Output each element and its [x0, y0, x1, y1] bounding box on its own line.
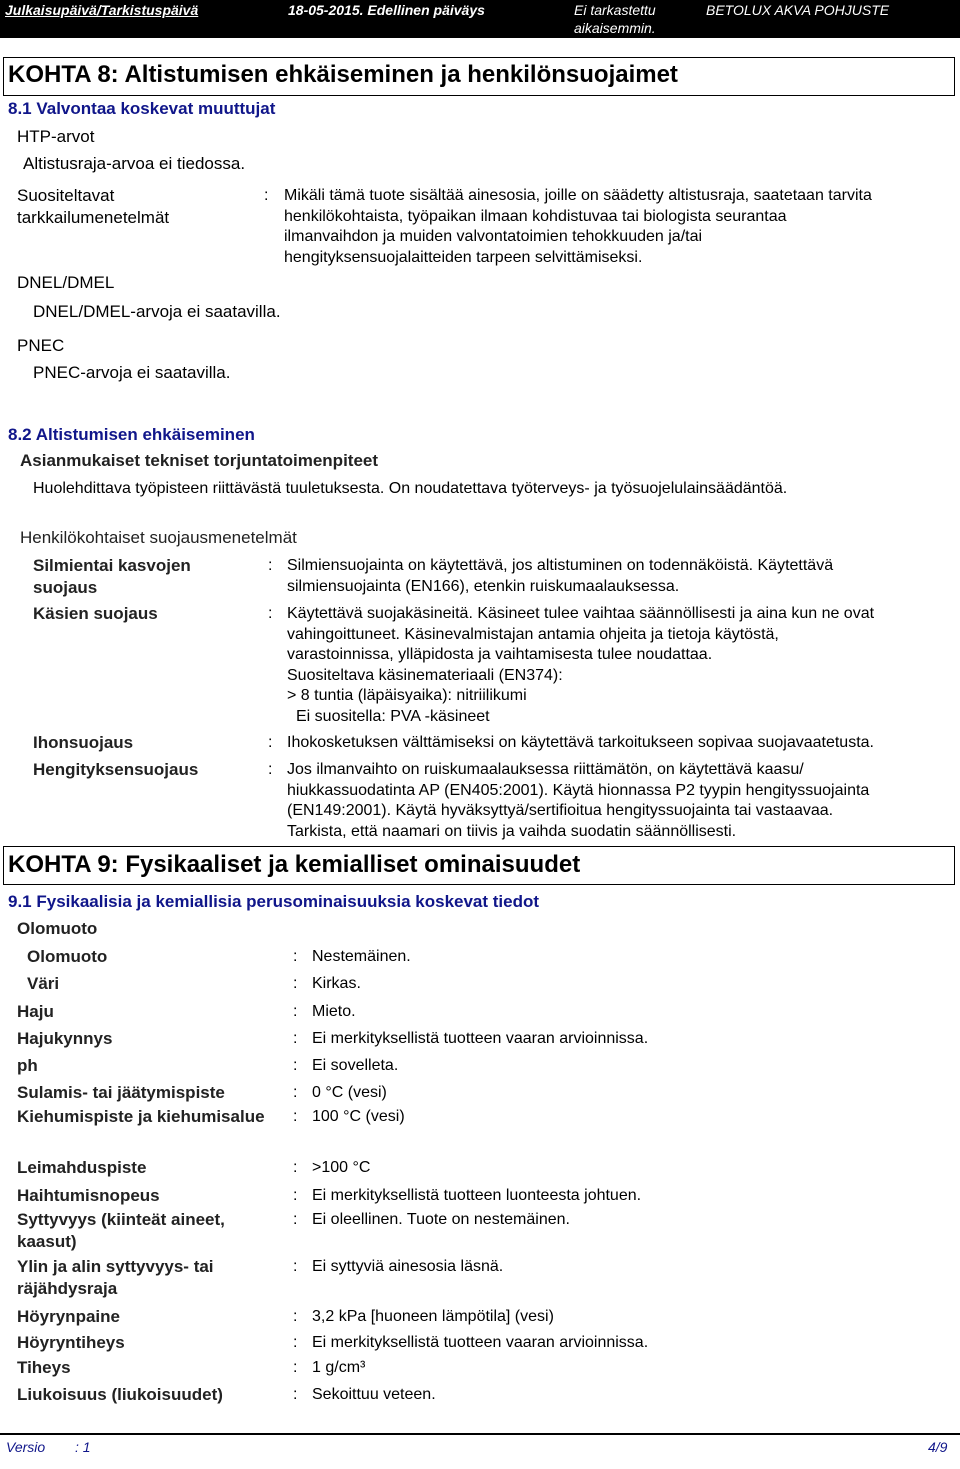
colon: :	[264, 187, 269, 204]
pnec-label: PNEC	[17, 336, 65, 355]
property-value: Ei merkityksellistä tuotteen luonteesta johtuen.	[312, 1187, 642, 1204]
respiratory-protection-value	[287, 760, 869, 842]
colon: :	[293, 975, 298, 992]
document-header	[0, 0, 960, 38]
property-label-line: Liukoisuus (liukoisuudet)	[17, 1385, 223, 1404]
property-label-line: Syttyvyys (kiinteät aineet,	[17, 1210, 225, 1229]
property-label	[17, 1256, 214, 1300]
htp-label: HTP-arvot	[17, 127, 95, 146]
hand-line: vahingoittuneet. Käsinevalmistajan antamia ohjeita ja tietoja käytöstä,	[287, 625, 779, 643]
property-label-line: Olomuoto	[27, 947, 108, 966]
colon: :	[293, 1359, 298, 1376]
not-checked-line1: Ei tarkastettu	[574, 2, 656, 18]
property-label-line: Kiehumispiste ja kiehumisalue	[17, 1107, 265, 1126]
not-checked-line2: aikaisemmin.	[574, 20, 656, 36]
dnel-label: DNEL/DMEL	[17, 273, 115, 292]
colon: :	[293, 1386, 298, 1403]
colon: :	[293, 1258, 298, 1275]
property-label-line: Sulamis- tai jäätymispiste	[17, 1083, 225, 1102]
skin-protection-value: Ihokosketuksen välttämiseksi on käytettävä tarkoitukseen sopivaa suojavaatetusta.	[287, 734, 874, 751]
version-value: : 1	[75, 1439, 91, 1455]
colon: :	[293, 1108, 298, 1125]
property-label	[17, 1055, 38, 1077]
property-label	[27, 946, 107, 968]
colon: :	[293, 1211, 298, 1228]
eye-line: Silmiensuojainta on käytettävä, jos altistuminen on todennäköistä. Käytettävä	[287, 557, 834, 574]
property-label	[17, 1332, 125, 1354]
htp-value: Altistusraja-arvoa ei tiedossa.	[23, 154, 246, 173]
property-value: Nestemäinen.	[312, 948, 411, 965]
subsection-8-1: 8.1 Valvontaa koskevat muuttujat	[8, 99, 276, 118]
colon: :	[268, 734, 273, 751]
monitoring-line: henkilökohtaista, työpaikan ilmaan kohdistuvaa tai biologista seurantaa	[284, 207, 787, 225]
colon: :	[293, 1334, 298, 1351]
monitoring-line: Mikäli tämä tuote sisältää ainesosia, joille on säädetty altistusraja, saatetaan tarvita	[284, 187, 872, 204]
engineering-controls-label: Asianmukaiset tekniset torjuntatoimenpiteet	[20, 451, 379, 470]
property-value: 0 °C (vesi)	[312, 1084, 387, 1101]
subsection-9-1: 9.1 Fysikaalisia ja kemiallisia perusominaisuuksia koskevat tiedot	[8, 892, 540, 911]
property-label	[17, 1028, 112, 1050]
property-value: Kirkas.	[312, 975, 361, 992]
hand-line: Ei suositella: PVA -käsineet	[296, 707, 490, 725]
property-label	[17, 1306, 120, 1328]
hand-line: Käytettävä suojakäsineitä. Käsineet tulee vaihtaa säännöllisesti ja aina kun ne ovat	[287, 605, 875, 622]
respiratory-line: (EN149:2001). Käytä hyväksyttyä/sertifioitua hengityssuojainta tai vastaavaa.	[287, 802, 834, 819]
property-label-line: Hajukynnys	[17, 1029, 113, 1048]
property-value: 100 °C (vesi)	[312, 1108, 405, 1125]
pnec-value: PNEC-arvoja ei saatavilla.	[33, 363, 231, 382]
property-label-line: räjähdysraja	[17, 1279, 118, 1298]
appearance-header: Olomuoto	[17, 919, 98, 938]
property-label-line: Tiheys	[17, 1358, 71, 1377]
skin-protection-label: Ihonsuojaus	[33, 733, 134, 752]
hand-line: varastoinnissa, ylläpidosta ja vaihtamisesta tulee noudattaa.	[287, 646, 713, 663]
engineering-controls-value: Huolehdittava työpisteen riittävästä tuuletuksesta. On noudatettava työterveys- ja työsuojelulainsäädäntöä.	[33, 480, 788, 497]
respiratory-line: Tarkista, että naamari on tiivis ja vaihda suodatin säännöllisesti.	[287, 822, 737, 840]
respiratory-line: Jos ilmanvaihto on ruiskumaalauksessa riittämätön, on käytettävä kaasu/	[287, 761, 804, 778]
colon: :	[293, 1084, 298, 1101]
page-number: 4/9	[928, 1439, 948, 1455]
property-label-line: Haju	[17, 1002, 54, 1021]
colon: :	[293, 1057, 298, 1074]
property-label-line: Höyryntiheys	[17, 1333, 125, 1352]
property-label	[27, 973, 59, 995]
colon: :	[268, 557, 273, 574]
dnel-value: DNEL/DMEL-arvoja ei saatavilla.	[33, 302, 281, 321]
monitoring-line: hengityksensuojalaitteiden tarpeen selvittämiseksi.	[284, 248, 643, 266]
monitoring-line: ilmanvaihdon ja muiden valvontatoimien tehokkuuden ja/tai	[284, 228, 703, 245]
colon: :	[293, 1159, 298, 1176]
colon: :	[293, 1308, 298, 1325]
property-label	[17, 1106, 265, 1128]
issue-date-label: Julkaisupäivä/Tarkistuspäivä	[5, 2, 199, 18]
hand-protection-value	[287, 604, 874, 727]
eye-protection-label-2: suojaus	[33, 578, 98, 597]
property-label-line: Höyrynpaine	[17, 1307, 120, 1326]
colon: :	[293, 1003, 298, 1020]
property-label	[17, 1357, 71, 1379]
monitoring-value	[284, 186, 872, 268]
property-label	[17, 1185, 160, 1207]
colon: :	[293, 1187, 298, 1204]
eye-line: silmiensuojainta (EN166), etenkin ruiskumaalauksessa.	[287, 577, 680, 595]
hand-line: > 8 tuntia (läpäisyaika): nitriilikumi	[287, 687, 527, 704]
monitoring-label-1: Suositeltavat	[17, 186, 115, 205]
property-value: Ei merkityksellistä tuotteen vaaran arvioinnissa.	[312, 1030, 649, 1047]
property-label-line: Haihtumisnopeus	[17, 1186, 160, 1205]
property-value: Ei merkityksellistä tuotteen vaaran arvioinnissa.	[312, 1334, 649, 1351]
property-label	[17, 1384, 223, 1406]
personal-protection-label: Henkilökohtaiset suojausmenetelmät	[20, 528, 297, 547]
monitoring-label-2: tarkkailumenetelmät	[17, 208, 170, 227]
colon: :	[293, 1030, 298, 1047]
version-label: Versio	[6, 1439, 46, 1455]
hand-protection-label: Käsien suojaus	[33, 604, 158, 623]
colon: :	[268, 761, 273, 778]
respiratory-line: hiukkassuodatinta AP (EN405:2001). Käytä hionnassa P2 tyypin hengityssuojainta	[287, 781, 870, 799]
property-label	[17, 1001, 54, 1023]
property-value: Ei sovelleta.	[312, 1057, 399, 1074]
respiratory-protection-label: Hengityksensuojaus	[33, 760, 199, 779]
property-value: Ei syttyviä ainesosia läsnä.	[312, 1258, 504, 1275]
property-label	[17, 1157, 146, 1179]
issue-date: 18-05-2015. Edellinen päiväys	[288, 2, 485, 18]
property-label	[17, 1209, 225, 1253]
footer	[0, 1433, 960, 1457]
property-value: Ei oleellinen. Tuote on nestemäinen.	[312, 1211, 570, 1228]
property-label-line: Väri	[27, 974, 60, 993]
property-label-line: Ylin ja alin syttyvyys- tai	[17, 1257, 214, 1276]
property-value: >100 °C	[312, 1159, 371, 1176]
property-label-line: ph	[17, 1056, 38, 1075]
property-value: Mieto.	[312, 1003, 356, 1020]
property-value: 3,2 kPa [huoneen lämpötila] (vesi)	[312, 1308, 554, 1325]
property-value: 1 g/cm³	[312, 1359, 366, 1376]
property-label	[17, 1082, 225, 1104]
property-label-line: kaasut)	[17, 1232, 77, 1251]
section-9-title: KOHTA 9: Fysikaaliset ja kemialliset ominaisuudet	[8, 851, 581, 878]
section-8-title: KOHTA 8: Altistumisen ehkäiseminen ja henkilönsuojaimet	[8, 61, 678, 88]
eye-protection-label-1: Silmientai kasvojen	[33, 556, 191, 575]
product-name: BETOLUX AKVA POHJUSTE	[706, 2, 890, 18]
hand-line: Suositeltava käsinemateriaali (EN374):	[287, 666, 563, 684]
colon: :	[293, 948, 298, 965]
property-label-line: Leimahduspiste	[17, 1158, 147, 1177]
colon: :	[268, 605, 273, 622]
eye-protection-value	[287, 556, 833, 597]
subsection-8-2: 8.2 Altistumisen ehkäiseminen	[8, 425, 255, 444]
property-value: Sekoittuu veteen.	[312, 1386, 436, 1403]
